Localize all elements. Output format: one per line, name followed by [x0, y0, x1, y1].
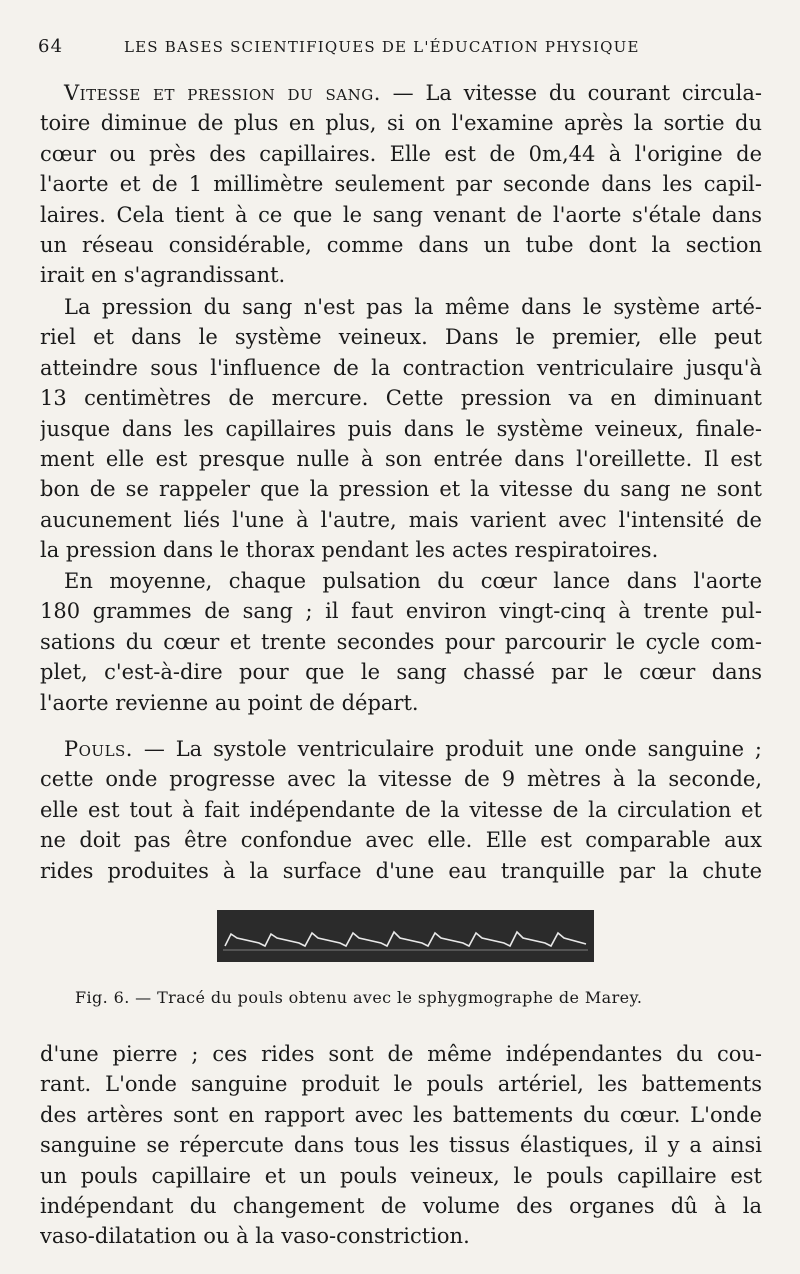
text-line: d'une pierre ; ces rides sont de même indépendantes du cou- — [40, 1042, 762, 1066]
text-line: l'aorte revienne au point de départ. — [40, 690, 419, 715]
text-line: rant. L'onde sanguine produit le pouls artériel, les battements — [40, 1072, 762, 1097]
text-line: toire diminue de plus en plus, si on l'examine après la sortie du — [40, 111, 762, 136]
section-heading-pouls: Pouls. — [64, 737, 133, 761]
text-line: 180 grammes de sang ; il faut environ vingt-cinq à trente pul- — [40, 599, 762, 624]
text-line: atteindre sous l'influence de la contraction ventriculaire jusqu'à — [40, 355, 762, 380]
text-line — [40, 734, 762, 764]
text-line: 13 centimètres de mercure. Cette pression va en diminuant — [40, 386, 762, 411]
text-line: indépendant du changement de volume des organes dû à la — [40, 1193, 762, 1218]
figure-caption: Fig. 6. — Tracé du pouls obtenu avec le sphygmographe de Marey. — [75, 988, 643, 1007]
text-line: irait en s'agrandissant. — [40, 263, 286, 288]
text-line: La pression du sang n'est pas la même dans le système arté- — [64, 295, 762, 319]
text-line: sations du cœur et trente secondes pour parcourir le cycle com- — [40, 629, 762, 654]
text-line-content: — La vitesse du courant circula- — [380, 81, 762, 105]
text-line: cœur ou près des capillaires. Elle est de 0m,44 à l'origine de — [40, 141, 762, 166]
text-line: vaso-dilatation ou à la vaso-constriction. — [40, 1224, 470, 1249]
text-line: un réseau considérable, comme dans un tube dont la section — [40, 232, 762, 257]
text-line: aucunement liés l'une à l'autre, mais varient avec l'intensité de — [40, 507, 762, 532]
paragraph-suite — [40, 1039, 762, 1252]
text-line: cette onde progresse avec la vitesse de 9 mètres à la seconde, — [40, 767, 762, 792]
text-line: sanguine se répercute dans tous les tissus élastiques, il y a ainsi — [40, 1133, 762, 1158]
paragraph-pression — [40, 292, 762, 566]
text-line: des artères sont en rapport avec les battements du cœur. L'onde — [40, 1102, 762, 1127]
page-number: 64 — [38, 36, 64, 57]
section-vitesse — [40, 78, 762, 291]
text-line: la pression dans le thorax pendant les actes respiratoires. — [40, 538, 659, 563]
text-line: ment elle est presque nulle à son entrée dans l'oreillette. Il est — [40, 446, 762, 471]
text-line: laires. Cela tient à ce que le sang venant de l'aorte s'étale dans — [40, 202, 762, 227]
text-line — [40, 78, 762, 108]
text-line: un pouls capillaire et un pouls veineux, le pouls capillaire est — [40, 1163, 762, 1188]
paragraph-moyenne — [40, 566, 762, 718]
pulse-tracing-image — [217, 910, 594, 962]
text-line: riel et dans le système veineux. Dans le premier, elle peut — [40, 325, 762, 350]
text-line: jusque dans les capillaires puis dans le système veineux, finale- — [40, 416, 762, 441]
running-title: LES BASES SCIENTIFIQUES DE L'ÉDUCATION PHYSIQUE — [124, 38, 640, 56]
running-header — [38, 36, 768, 64]
text-line: plet, c'est-à-dire pour que le sang chassé par le cœur dans — [40, 660, 762, 685]
text-line: rides produites à la surface d'une eau tranquille par la chute — [40, 858, 762, 883]
section-heading-vitesse: Vitesse et pression du sang. — [64, 81, 381, 105]
text-line: En moyenne, chaque pulsation du cœur lance dans l'aorte — [64, 569, 762, 593]
text-line: ne doit pas être confondue avec elle. Elle est comparable aux — [40, 828, 762, 853]
text-line: bon de se rappeler que la pression et la vitesse du sang ne sont — [40, 477, 762, 502]
section-pouls — [40, 734, 762, 886]
pulse-tracing-figure — [217, 910, 594, 962]
text-line-content: — La systole ventriculaire produit une onde sanguine ; — [132, 737, 762, 761]
text-line: elle est tout à fait indépendante de la vitesse de la circulation et — [40, 797, 762, 822]
text-line: l'aorte et de 1 millimètre seulement par seconde dans les capil- — [40, 172, 762, 197]
